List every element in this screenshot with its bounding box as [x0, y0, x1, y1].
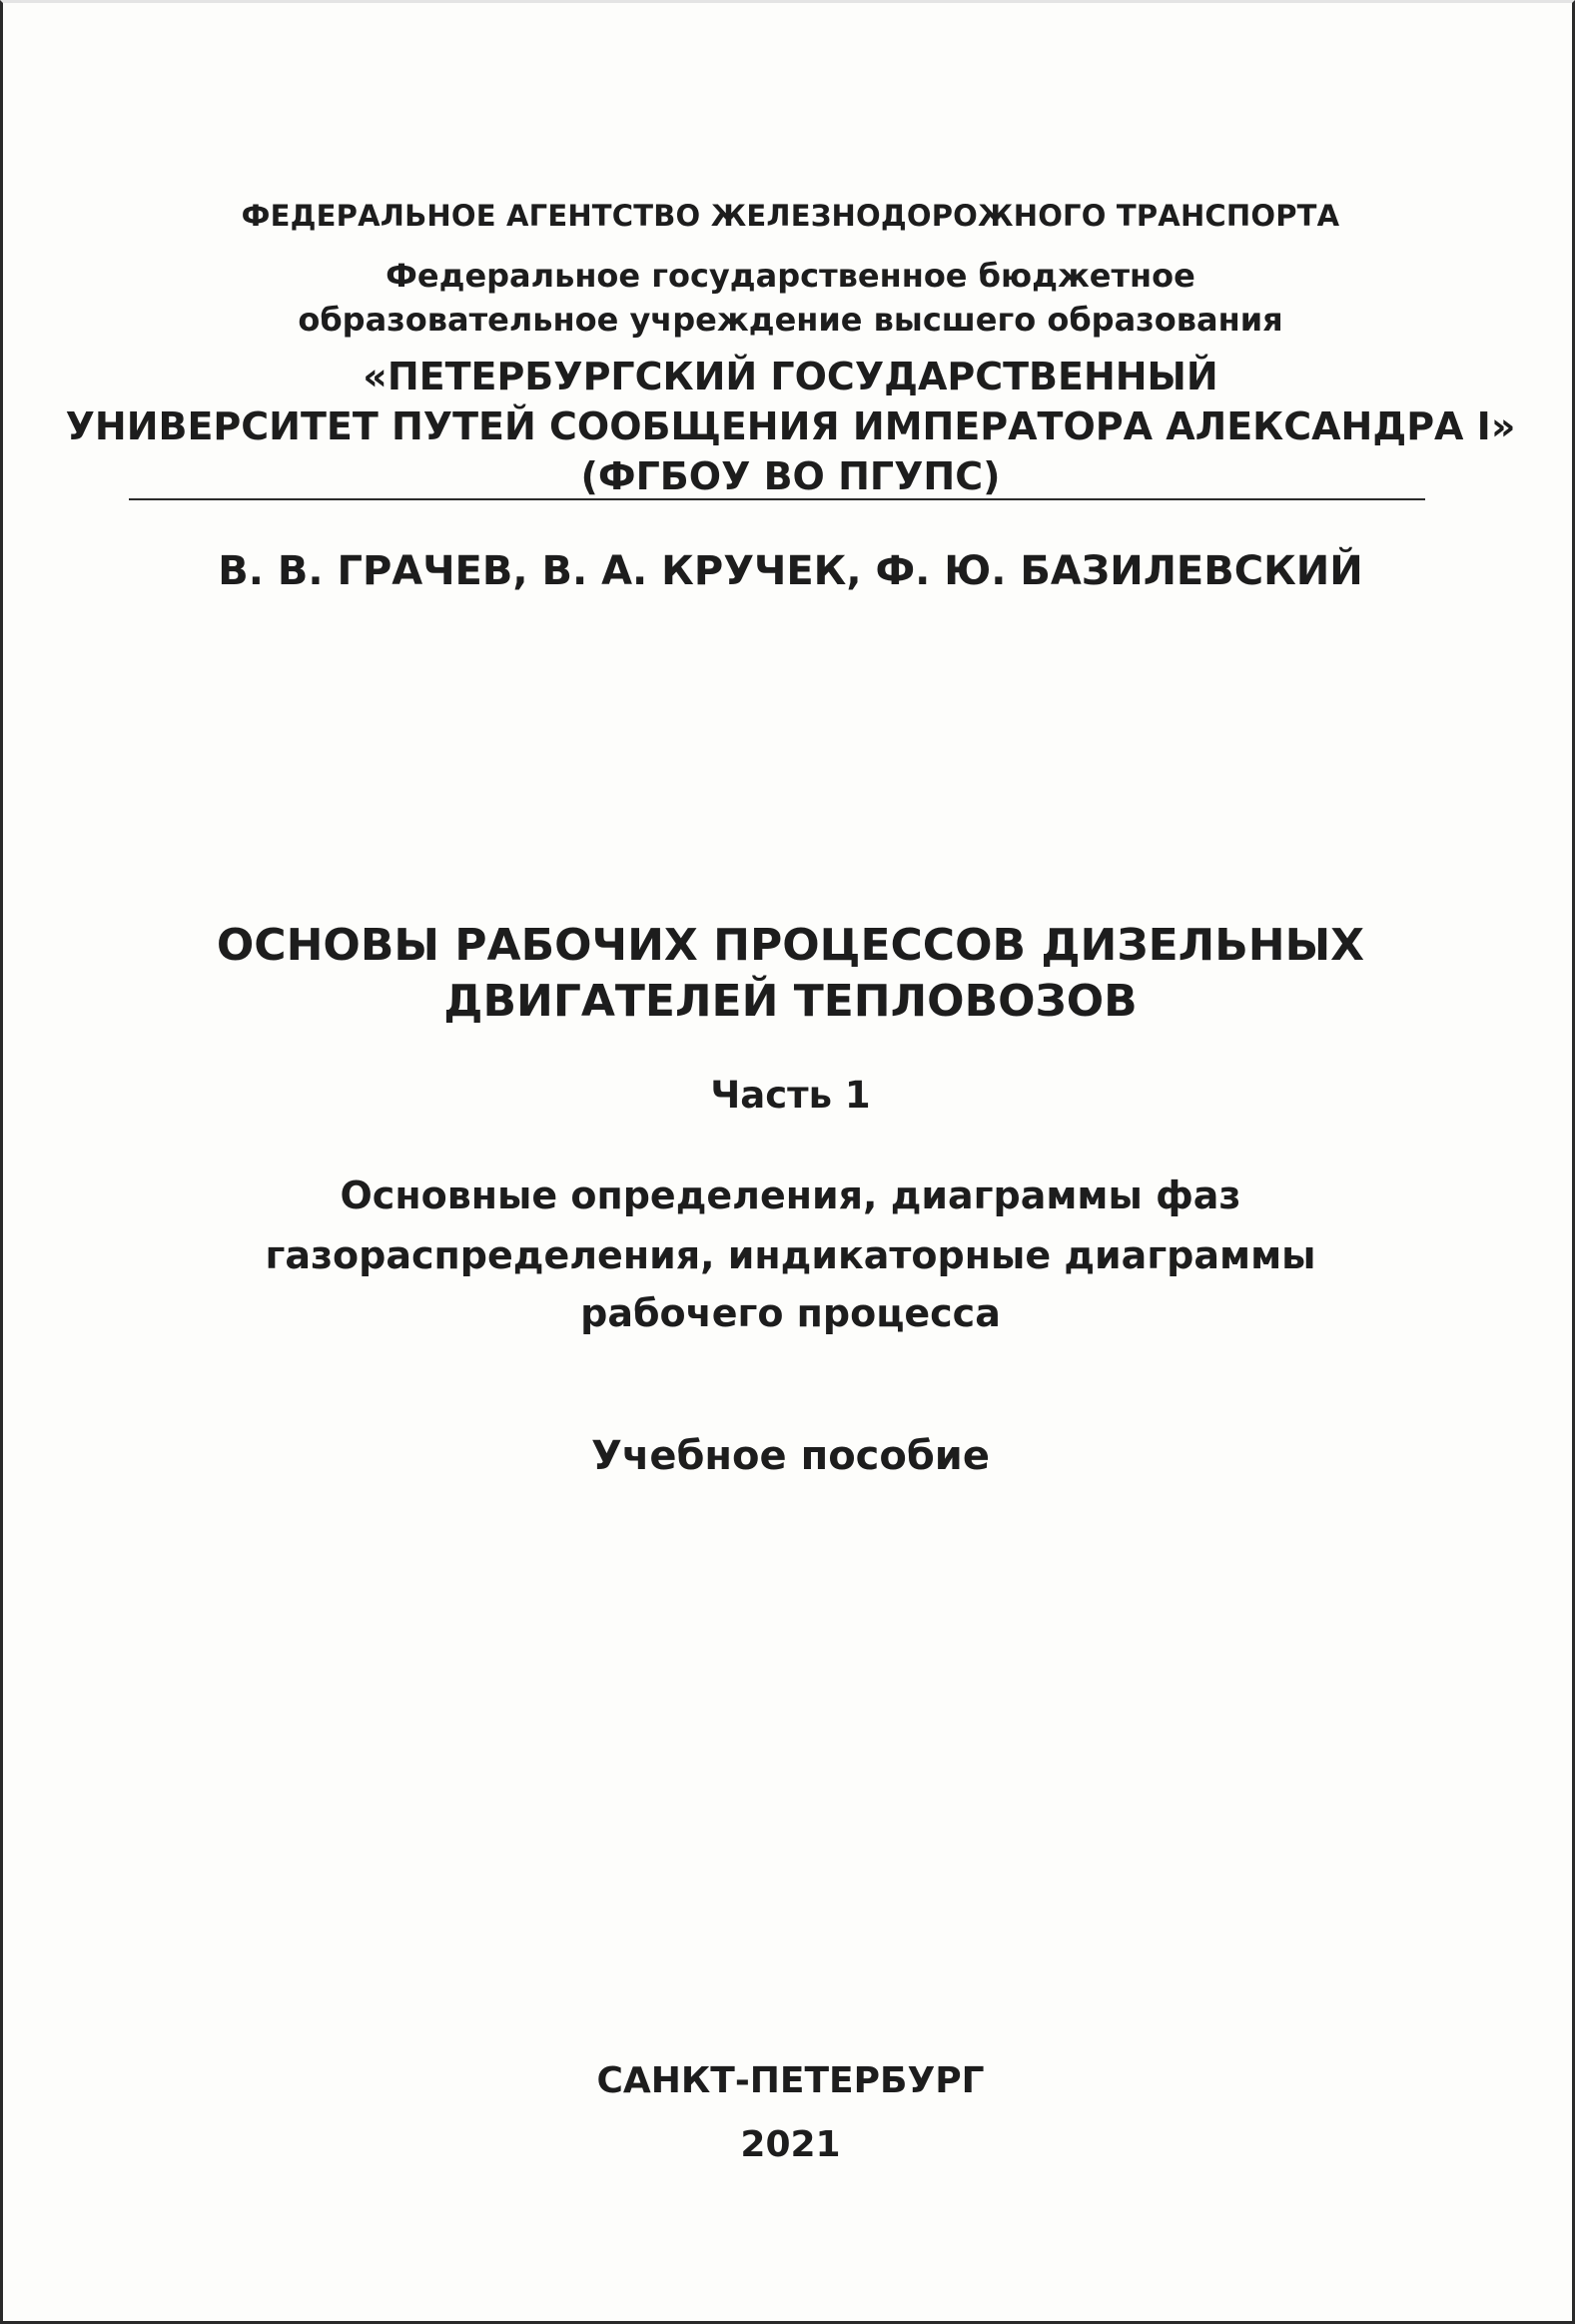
university-abbreviation: (ФГБОУ ВО ПГУПС) [580, 454, 1001, 498]
book-title-line-1: ОСНОВЫ РАБОЧИХ ПРОЦЕССОВ ДИЗЕЛЬНЫХ [216, 920, 1365, 971]
subtitle-line-1: Основные определения, диаграммы фаз [340, 1173, 1241, 1217]
publication-city: САНКТ-ПЕТЕРБУРГ [596, 2060, 985, 2101]
publication-year: 2021 [740, 2124, 841, 2165]
university-name-line-2: УНИВЕРСИТЕТ ПУТЕЙ СООБЩЕНИЯ ИМПЕРАТОРА АЛЕКСАНДРА I» [65, 404, 1516, 448]
university-name-line-1: «ПЕТЕРБУРГСКИЙ ГОСУДАРСТВЕННЫЙ [363, 355, 1218, 398]
agency-name: ФЕДЕРАЛЬНОЕ АГЕНТСТВО ЖЕЛЕЗНОДОРОЖНОГО ТРАНСПОРТА [241, 199, 1340, 233]
subtitle-line-3: рабочего процесса [580, 1291, 1001, 1335]
document-type: Учебное пособие [591, 1433, 990, 1479]
institution-line-1: Федеральное государственное бюджетное [386, 257, 1195, 295]
subtitle-line-2: газораспределения, индикаторные диаграммы [265, 1233, 1316, 1277]
header-divider [129, 498, 1425, 500]
institution-line-2: образовательное учреждение высшего образования [298, 301, 1283, 339]
authors: В. В. ГРАЧЕВ, В. А. КРУЧЕК, Ф. Ю. БАЗИЛЕВСКИЙ [218, 548, 1363, 594]
part-number: Часть 1 [710, 1074, 871, 1117]
book-title-line-2: ДВИГАТЕЛЕЙ ТЕПЛОВОЗОВ [443, 976, 1138, 1027]
